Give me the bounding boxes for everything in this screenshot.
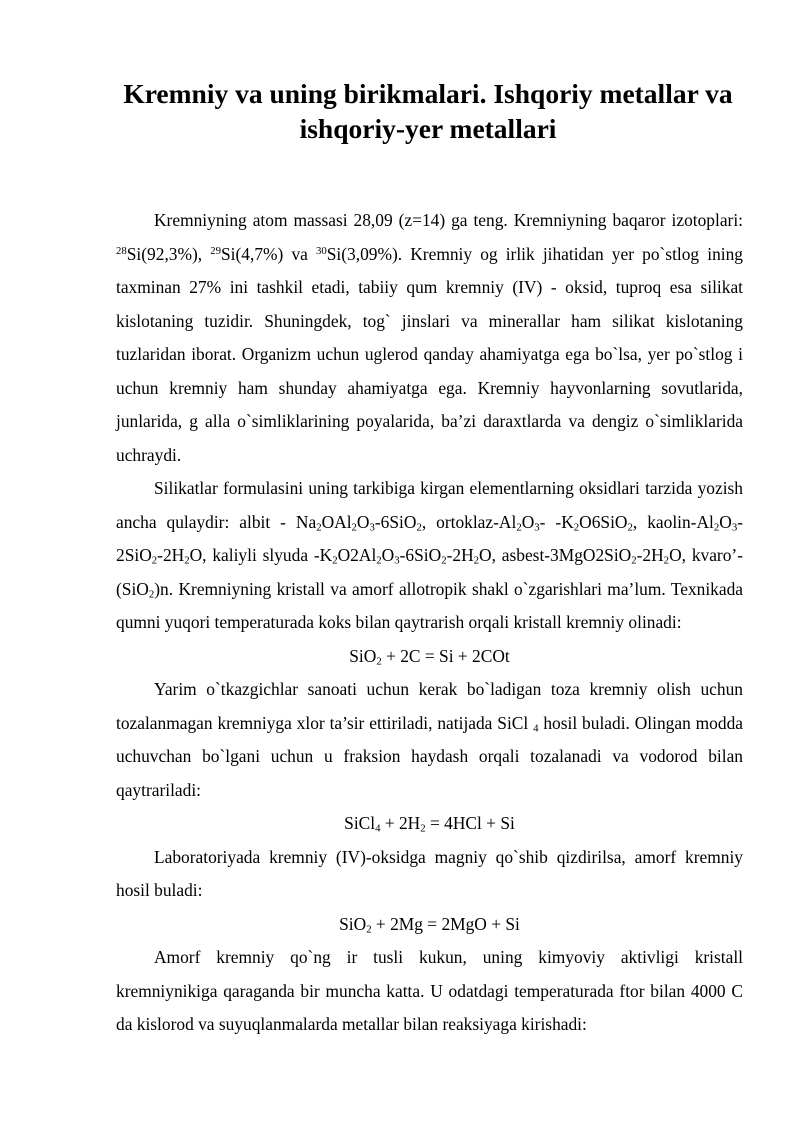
subscript: 2 [441, 554, 447, 567]
paragraph-laboratory: Laboratoriyada kremniy (IV)-oksidga magniy qo`shib qizdirilsa, amorf kremniy hosil buladi: [116, 846, 743, 900]
text-run: Yarim o`tkazgichlar sanoati uchun kerak bo`ladigan toza kremniy olish uchun tozalanmagan kremniyga xlor ta’sir ettiriladi, natijada SiCl [116, 679, 743, 733]
isotope-mass: 29 [210, 244, 222, 257]
equation-part: = 4HCl + Si [425, 813, 515, 833]
text-run: Si(4,7%) va [221, 243, 316, 264]
subscript: 2 [713, 521, 720, 534]
subscript: 2 [473, 554, 480, 567]
text-run: -2H [157, 545, 185, 565]
subscript: 2 [573, 521, 580, 534]
equation-part: + 2Mg = 2MgO + Si [371, 913, 520, 934]
subscript: 2 [420, 822, 426, 835]
text-run: )n. Kremniyning kristall va amorf allotropik shakl o`zgarishlari ma’lum. Texnikada qumni yuqori temperaturada koks bilan qaytrarish orqali kristall kremniy olinadi: [116, 578, 743, 632]
isotope-mass: 30 [316, 244, 327, 257]
subscript: 4 [375, 822, 381, 835]
paragraph-purification [116, 673, 743, 807]
text-run: , kaolin-Al [632, 511, 714, 532]
text-run: -2H [446, 545, 474, 565]
subscript: 2 [151, 554, 158, 567]
text-run: - -K [539, 511, 574, 532]
text-run: -2SiO [116, 511, 743, 565]
text-run: O [381, 545, 395, 565]
paragraph-amorphous-silicon: Amorf kremniy qo`ng ir tusli kukun, uning kimyoviy aktivligi kristall kremniynikiga qaraganda bir muncha katta. U odatdagi temperaturada ftor bilan 4000 C da kislorod va suyuqlanmalarda metallar bilan reaksiyaga kirishadi: [116, 947, 743, 1034]
equation-hydrogen-reduction [116, 807, 743, 841]
text-run: O, kvaro’-(SiO [116, 545, 743, 599]
subscript: 3 [394, 554, 400, 567]
text-run: Si(3,09%). Kremniy og irlik jihatidan yer po`stlog ining taxminan 27% ini tashkil etadi, tabiiy qum kremniy (IV) - oksid, tuproq esa silikat kislotaning tuzidir. Shuningdek, tog` jinslari va minerallar ham silikat kislotaning tuzlaridan iborat. Organizm uchun uglerod qanday ahamiyatga ega bo`lsa, yer po`stlog i uchun kremniy ham shunday ahamiyatga ega. Kremniy hayvonlarning sovutlarida, junlarida, g alla o`simliklarining poyalarida, ba’zi daraxtlarda va dengiz o`simliklarida uchraydi. [116, 243, 743, 465]
subscript: 2 [627, 521, 633, 534]
text-run: O6SiO [579, 511, 628, 532]
document-title: Kremniy va uning birikmalari. Ishqoriy metallar va ishqoriy-yer metallari [123, 78, 733, 144]
document-body [116, 204, 743, 1042]
equation-magnesium-reduction [116, 908, 743, 942]
subscript: 2 [376, 655, 382, 668]
subscript: 4 [533, 722, 539, 735]
equation-part: + 2C = Si + 2COt [381, 645, 510, 666]
text-run: -6SiO [374, 511, 417, 532]
text-run: Si(92,3%), [126, 243, 211, 264]
text-run: hosil buladi. Olingan modda uchuvchan bo`lgani uchun u fraksion haydash orqali tozalanadi va vodorod bilan qaytrariladi: [116, 712, 743, 800]
subscript: 2 [631, 554, 637, 567]
equation-part: SiCl [344, 813, 376, 833]
text-run: Kremniyning atom massasi 28,09 (z=14) ga teng. Kremniyning baqaror izotoplari: [154, 210, 743, 230]
subscript: 3 [731, 521, 738, 534]
isotope-mass: 28 [116, 244, 127, 257]
subscript: 2 [376, 554, 382, 567]
subscript: 3 [369, 521, 375, 534]
text-run: , ortoklaz-Al [421, 511, 517, 532]
text-run: O [356, 511, 370, 532]
text-run: O, asbest-3MgO2SiO [479, 545, 632, 565]
equation-part: + 2H [380, 813, 421, 833]
subscript: 2 [366, 923, 372, 936]
equation-part: SiO [349, 645, 377, 666]
paragraph-silicate-formulas [116, 472, 743, 640]
equation-part: SiO [339, 913, 367, 934]
subscript: 2 [416, 521, 422, 534]
text-run: O [719, 511, 732, 532]
text-run: -6SiO [399, 545, 442, 565]
text-run: O [521, 511, 535, 532]
paragraph-silicon-isotopes [116, 204, 743, 472]
subscript: 3 [534, 521, 540, 534]
equation-coke-reduction [116, 640, 743, 674]
subscript: 2 [184, 554, 190, 567]
subscript: 2 [663, 554, 670, 567]
text-run: -2H [636, 545, 664, 565]
text-run: OAl [321, 511, 352, 532]
subscript: 2 [516, 521, 522, 534]
subscript: 2 [332, 554, 338, 567]
subscript: 2 [148, 588, 155, 601]
subscript: 2 [351, 521, 357, 534]
text-run: Silikatlar formulasini uning tarkibiga kirgan elementlarning oksidlari tarzida yozish ancha qulaydir: albit - Na [116, 478, 743, 532]
subscript: 2 [316, 521, 322, 534]
text-run: O2Al [337, 545, 377, 565]
text-run: O, kaliyli slyuda -K [189, 545, 333, 565]
